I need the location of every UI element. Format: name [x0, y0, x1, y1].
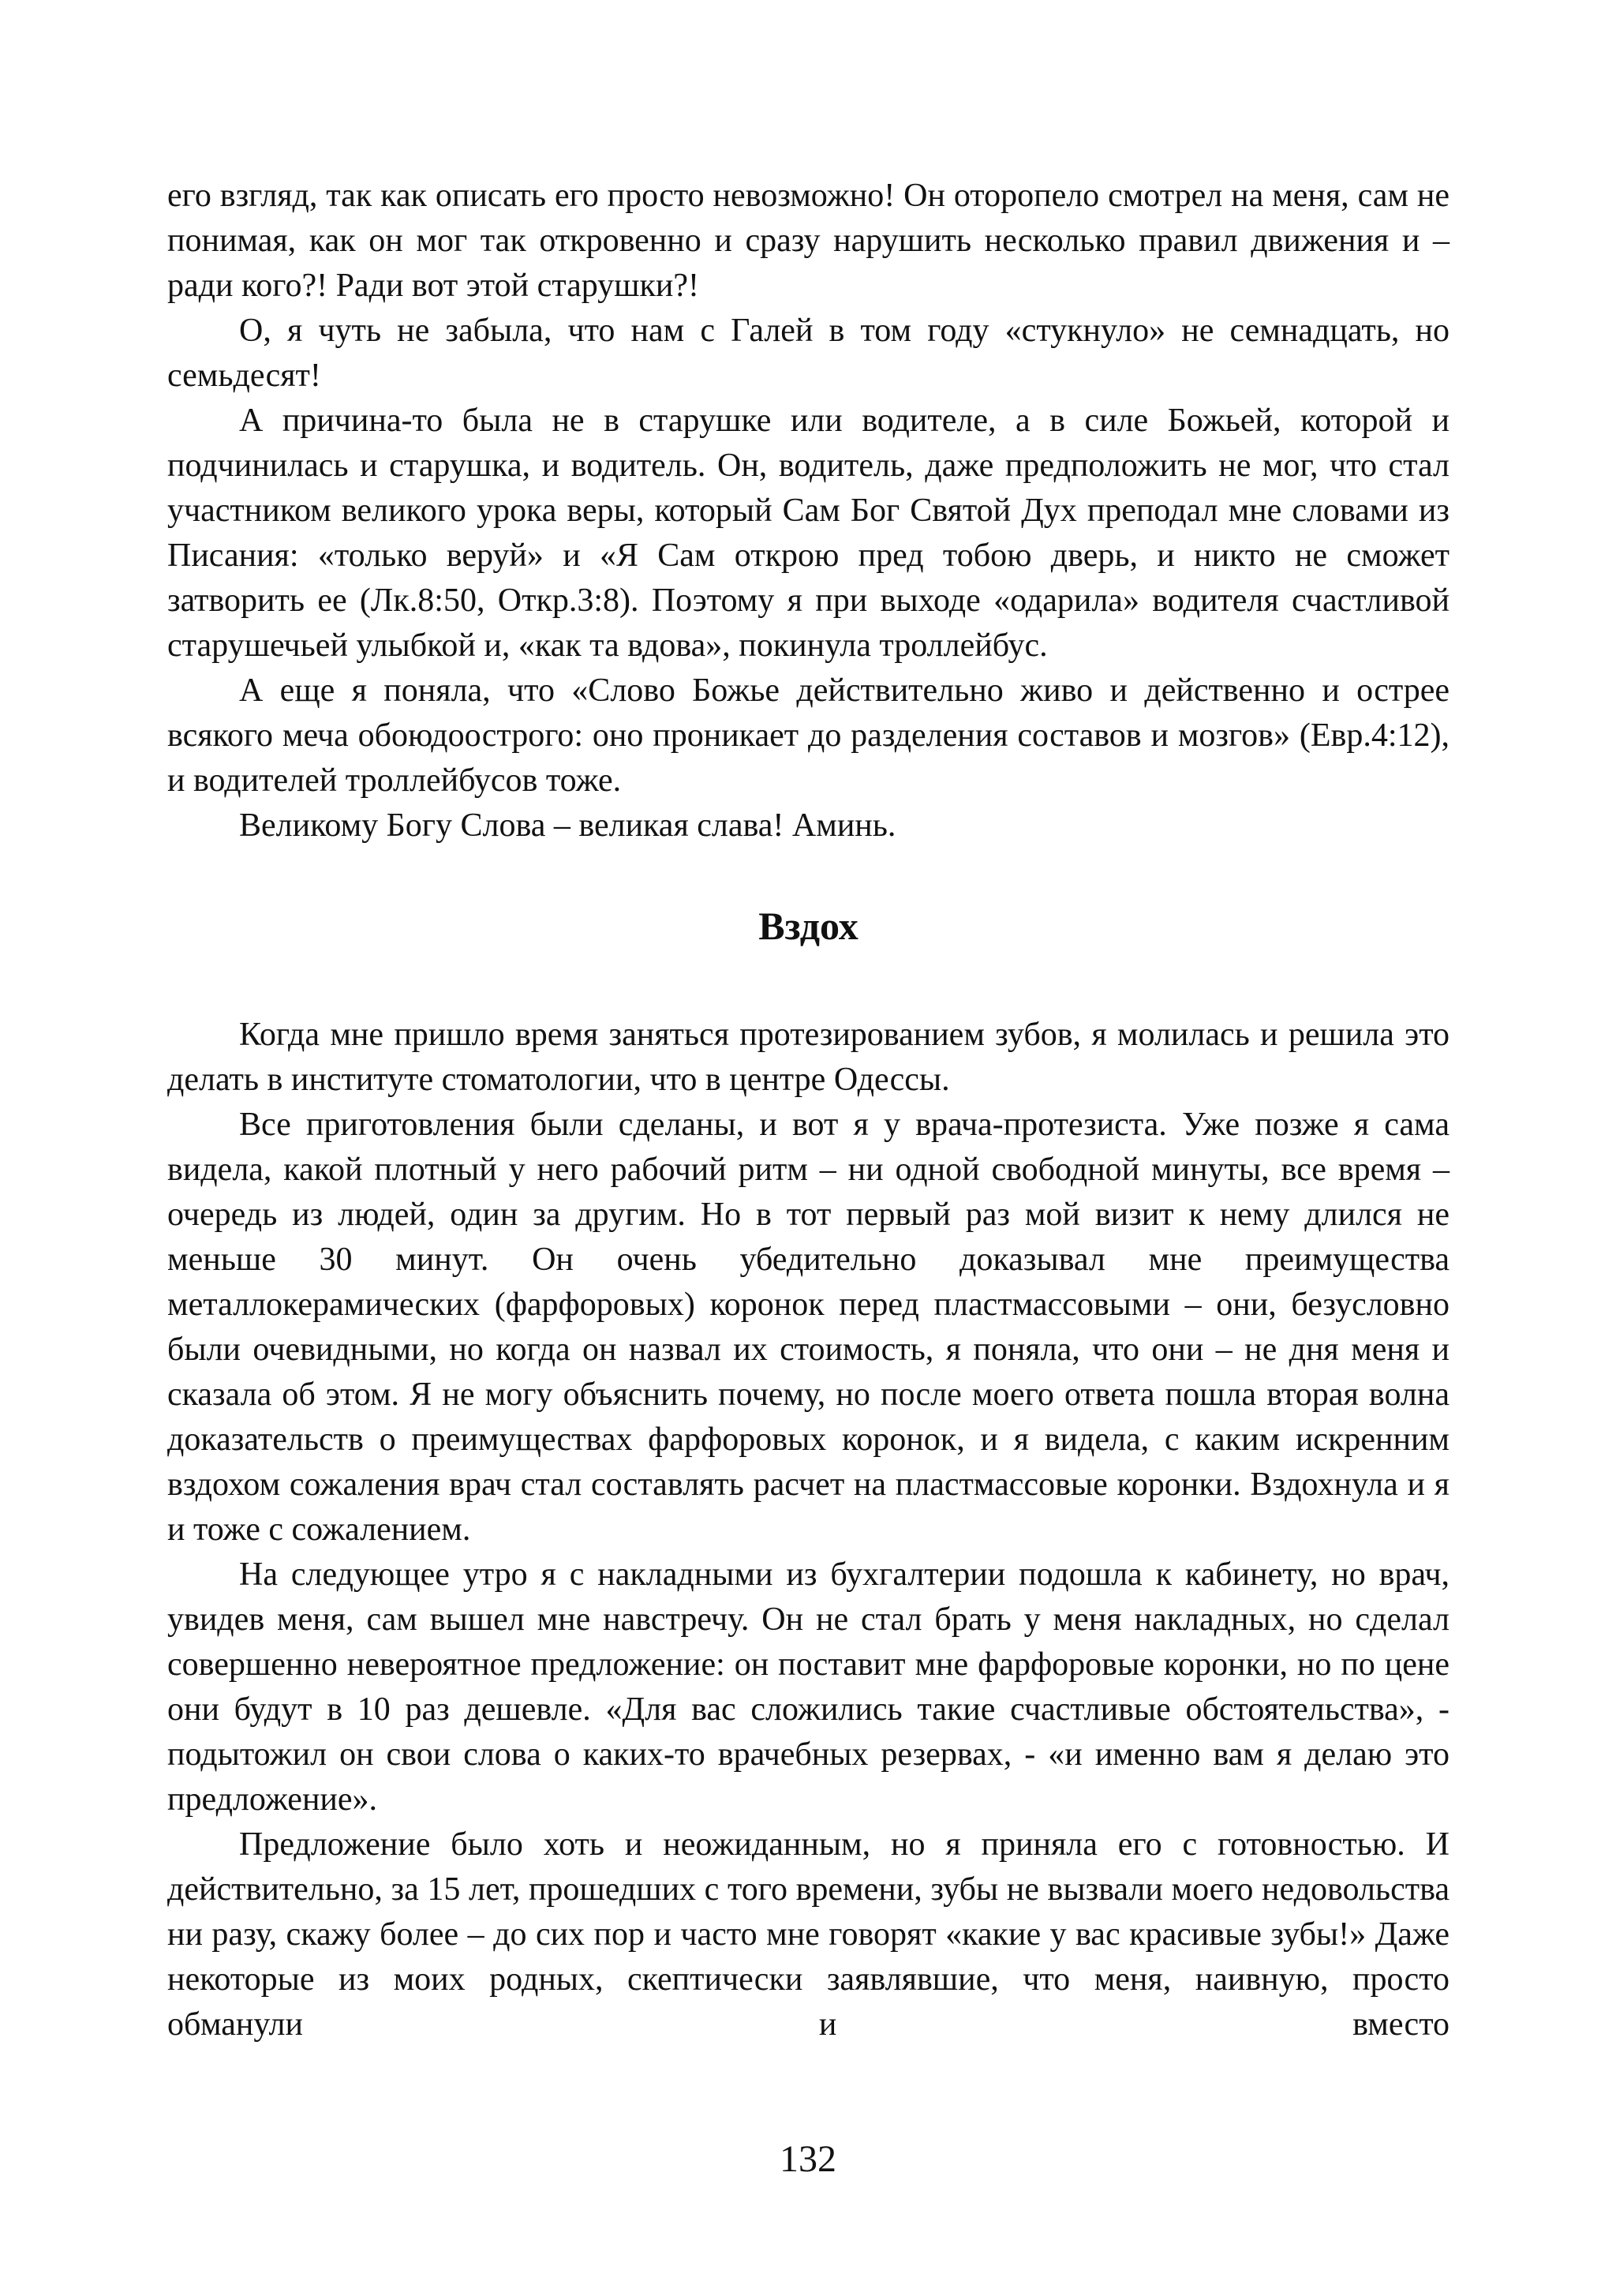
paragraph: Великому Богу Слова – великая слава! Аминь.	[239, 807, 896, 844]
paragraph: Когда мне пришло время заняться протезированием зубов, я молилась и решила это делать в институте стоматологии, что в центре Одессы.	[167, 1017, 1450, 1098]
paragraph: Все приготовления были сделаны, и вот я у врача-протезиста. Уже позже я сама видела, какой плотный у него рабочий ритм – ни одной свободной минуты, все время – очередь из людей, один за другим. Но в тот первый раз мой визит к нему длился не меньше 30 минут. Он очень убедительно доказывал мне преимущества металлокерамических (фарфоровых) коронок перед пластмассовыми – они, безусловно были очевидными, но когда он назвал их стоимость, я поняла, что они – не дня меня и сказала об этом. Я не могу объяснить почему, но после моего ответа пошла вторая волна доказательств о преимуществах фарфоровых коронок, и я видела, с каким искренним вздохом сожаления врач стал составлять расчет на пластмассовые коронки. Вздохнула и я и тоже с сожалением.	[167, 1107, 1450, 1548]
page-number: 132	[780, 2138, 836, 2180]
paragraph-last: Предложение было хоть и неожиданным, но я приняла его с готовностью. И действительно, за 15 лет, прошедших с того времени, зубы не вызвали моего недовольства ни разу, скажу более – до сих пор и часто мне говорят «какие у вас красивые зубы!» Даже некоторые из моих родных, скептически заявлявшие, что меня, наивную, просто обманули и вместо	[167, 1826, 1450, 2043]
paragraph: На следующее утро я с накладными из бухгалтерии подошла к кабинету, но врач, увидев меня, сам вышел мне навстречу. Он не стал брать у меня накладных, но сделал совершенно невероятное предложение: он поставит мне фарфоровые коронки, но по цене они будут в 10 раз дешевле. «Для вас сложились такие счастливые обстоятельства», - подытожил он свои слова о каких-то врачебных резервах, - «и именно вам я делаю это предложение».	[167, 1556, 1450, 1818]
paragraph: А еще я поняла, что «Слово Божье действительно живо и действенно и острее всякого меча обоюдоострого: оно проникает до разделения составов и мозгов» (Евр.4:12), и водителей троллейбусов тоже.	[167, 672, 1450, 799]
chapter-title: Вздох	[758, 904, 858, 948]
paragraph-continued: его взгляд, так как описать его просто невозможно! Он оторопело смотрел на меня, сам не понимая, как он мог так откровенно и сразу нарушить несколько правил движения и – ради кого?! Ради вот этой старушки?!	[167, 178, 1450, 304]
paragraph: О, я чуть не забыла, что нам с Галей в том году «стукнуло» не семнадцать, но семьдесят!	[167, 313, 1450, 394]
paragraph: А причина-то была не в старушке или водителе, а в силе Божьей, которой и подчинилась и старушка, и водитель. Он, водитель, даже предположить не мог, что стал участником великого урока веры, который Сам Бог Святой Дух преподал мне словами из Писания: «только веруй» и «Я Сам открою пред тобою дверь, и никто не сможет затворить ее (Лк.8:50, Откр.3:8). Поэтому я при выходе «одарила» водителя счастливой старушечьей улыбкой и, «как та вдова», покинула троллейбус.	[167, 403, 1450, 664]
page-text	[167, 174, 1450, 2047]
